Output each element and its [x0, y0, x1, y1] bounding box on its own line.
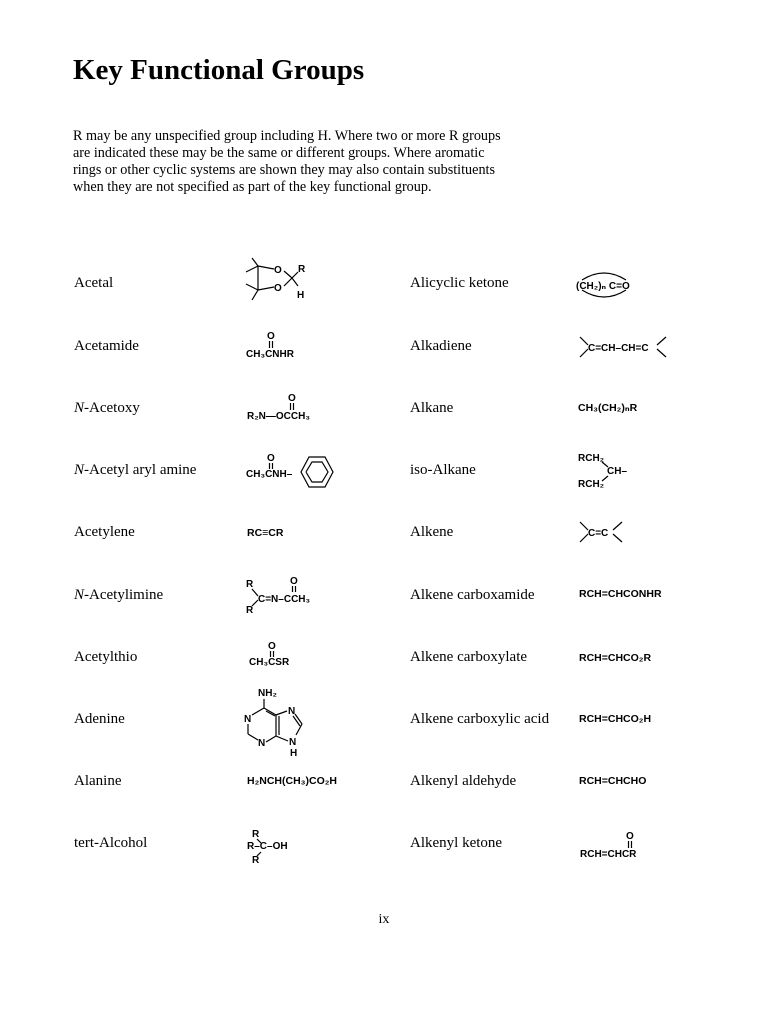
acetylthio-formula: CH₃CSR — [249, 657, 290, 668]
formula-text: RCH=CHCO₂H — [579, 713, 652, 725]
group-name-acetyl-aryl-amine — [74, 462, 196, 479]
adenine-h: H — [290, 748, 298, 759]
formula-text: RCH=CHCO₂R — [579, 652, 652, 664]
intro-paragraph — [73, 128, 553, 196]
alkadiene-formula: C=CH–CH=C — [588, 343, 649, 354]
alcohol-formula: R–C–OH — [247, 841, 288, 852]
structure-iso-alkane — [577, 450, 647, 492]
group-name-text: -Acetoxy — [84, 400, 140, 416]
structure-alicyclic-ketone — [574, 268, 654, 302]
group-name-acetamide: Acetamide — [74, 338, 139, 354]
group-name-adenine: Adenine — [74, 711, 125, 727]
group-name-tert-alcohol: tert-Alcohol — [74, 835, 148, 851]
group-name-acetylthio: Acetylthio — [74, 649, 138, 665]
carbonyl-oxygen: O — [267, 453, 275, 464]
structure-alkene — [578, 518, 628, 548]
structure-alkadiene — [578, 333, 670, 363]
group-name-iso-alkane: iso-Alkane — [410, 462, 476, 478]
group-name-prefix: N — [74, 400, 85, 416]
group-name-text: -Acetyl aryl amine — [84, 462, 197, 478]
group-name-alkene-carboxylic-acid: Alkene carboxylic acid — [410, 711, 550, 727]
group-name-alkenyl-aldehyde: Alkenyl aldehyde — [410, 773, 517, 789]
carbonyl-oxygen: O — [268, 641, 276, 652]
structure-acetal — [238, 254, 318, 304]
structure-alkenyl-ketone — [578, 829, 658, 863]
group-name-alkane: Alkane — [410, 400, 454, 416]
acetamide-formula: CH₃CNHR — [246, 349, 294, 360]
adenine-n9: N — [289, 737, 297, 748]
intro-line: are indicated these may be the same or different groups. Where aromatic — [73, 145, 485, 161]
alicyclic-ketone-formula: (CH₂)ₙ C=O — [576, 281, 630, 292]
acetal-oxygen-bottom: O — [274, 283, 282, 294]
formula-text: RC≡CR — [247, 527, 284, 539]
iso-alkane-top: RCH₂ — [578, 453, 605, 464]
carbonyl-oxygen: O — [290, 576, 298, 587]
group-name-alkene: Alkene — [410, 524, 454, 540]
structure-acetoxy — [246, 392, 326, 424]
group-name-alanine: Alanine — [74, 773, 122, 789]
group-name-alkene-carboxamide: Alkene carboxamide — [410, 587, 535, 603]
alcohol-r-top: R — [252, 829, 260, 840]
formula-text: RCH=CHCHO — [579, 775, 647, 787]
adenine-n3: N — [258, 738, 266, 749]
group-name-prefix: N — [74, 462, 85, 478]
group-name-alicyclic-ketone: Alicyclic ketone — [410, 275, 509, 291]
adenine-n1: N — [244, 714, 252, 725]
carbonyl-oxygen: O — [288, 393, 296, 404]
intro-line: R may be any unspecified group including H. Where two or more R groups — [73, 128, 501, 144]
alcohol-r-bottom: R — [252, 855, 260, 866]
acetyl-aryl-amine-formula: CH₃CNH– — [246, 469, 293, 480]
formula-text: RCH=CHCONHR — [579, 588, 662, 600]
benzene-inner-ring — [306, 462, 328, 482]
group-name-alkenyl-ketone: Alkenyl ketone — [410, 835, 503, 851]
structure-adenine — [240, 684, 320, 764]
imine-r-top: R — [246, 579, 254, 590]
group-name-acetal: Acetal — [74, 275, 114, 291]
alkene-formula: C=C — [588, 528, 609, 539]
ring-arc-top — [582, 273, 626, 280]
structure-tert-alcohol — [246, 827, 316, 867]
group-name-prefix: N — [74, 587, 85, 603]
structure-acetyl-aryl-amine — [245, 452, 340, 492]
acetylimine-formula: C=N–CCH₃ — [258, 594, 311, 605]
adenine-amino: NH₂ — [258, 688, 277, 699]
group-name-acetoxy — [74, 400, 140, 417]
group-name-alkadiene: Alkadiene — [410, 338, 472, 354]
structure-acetylthio — [245, 640, 315, 672]
formula-text: H₂NCH(CH₃)CO₂H — [247, 775, 338, 787]
group-name-alkene-carboxylate: Alkene carboxylate — [410, 649, 528, 665]
formula-text: CH₃(CH₂)ₙR — [578, 402, 638, 414]
group-name-text: -Acetylimine — [84, 587, 164, 603]
structure-acetylimine — [245, 575, 335, 617]
group-name-acetylene: Acetylene — [74, 524, 135, 540]
carbonyl-oxygen: O — [267, 331, 275, 342]
alkenyl-ketone-formula: RCH=CHCR — [580, 849, 637, 860]
imine-r-bottom: R — [246, 605, 254, 616]
acetal-h: H — [297, 290, 305, 301]
iso-alkane-mid: CH– — [607, 466, 628, 477]
page-number: ix — [378, 912, 390, 927]
acetal-oxygen-top: O — [274, 265, 282, 276]
adenine-n7: N — [288, 706, 296, 717]
carbonyl-oxygen: O — [626, 831, 634, 842]
structure-acetamide — [245, 330, 315, 362]
acetal-r: R — [298, 264, 306, 275]
acetoxy-formula: R₂N—OCCH₃ — [247, 411, 310, 422]
intro-line: when they are not specified as part of the key functional group. — [73, 179, 432, 195]
group-name-acetylimine — [74, 587, 163, 604]
iso-alkane-bottom: RCH₂ — [578, 479, 605, 490]
intro-line: rings or other cyclic systems are shown they may also contain substituents — [73, 162, 495, 178]
page-title: Key Functional Groups — [73, 54, 365, 86]
